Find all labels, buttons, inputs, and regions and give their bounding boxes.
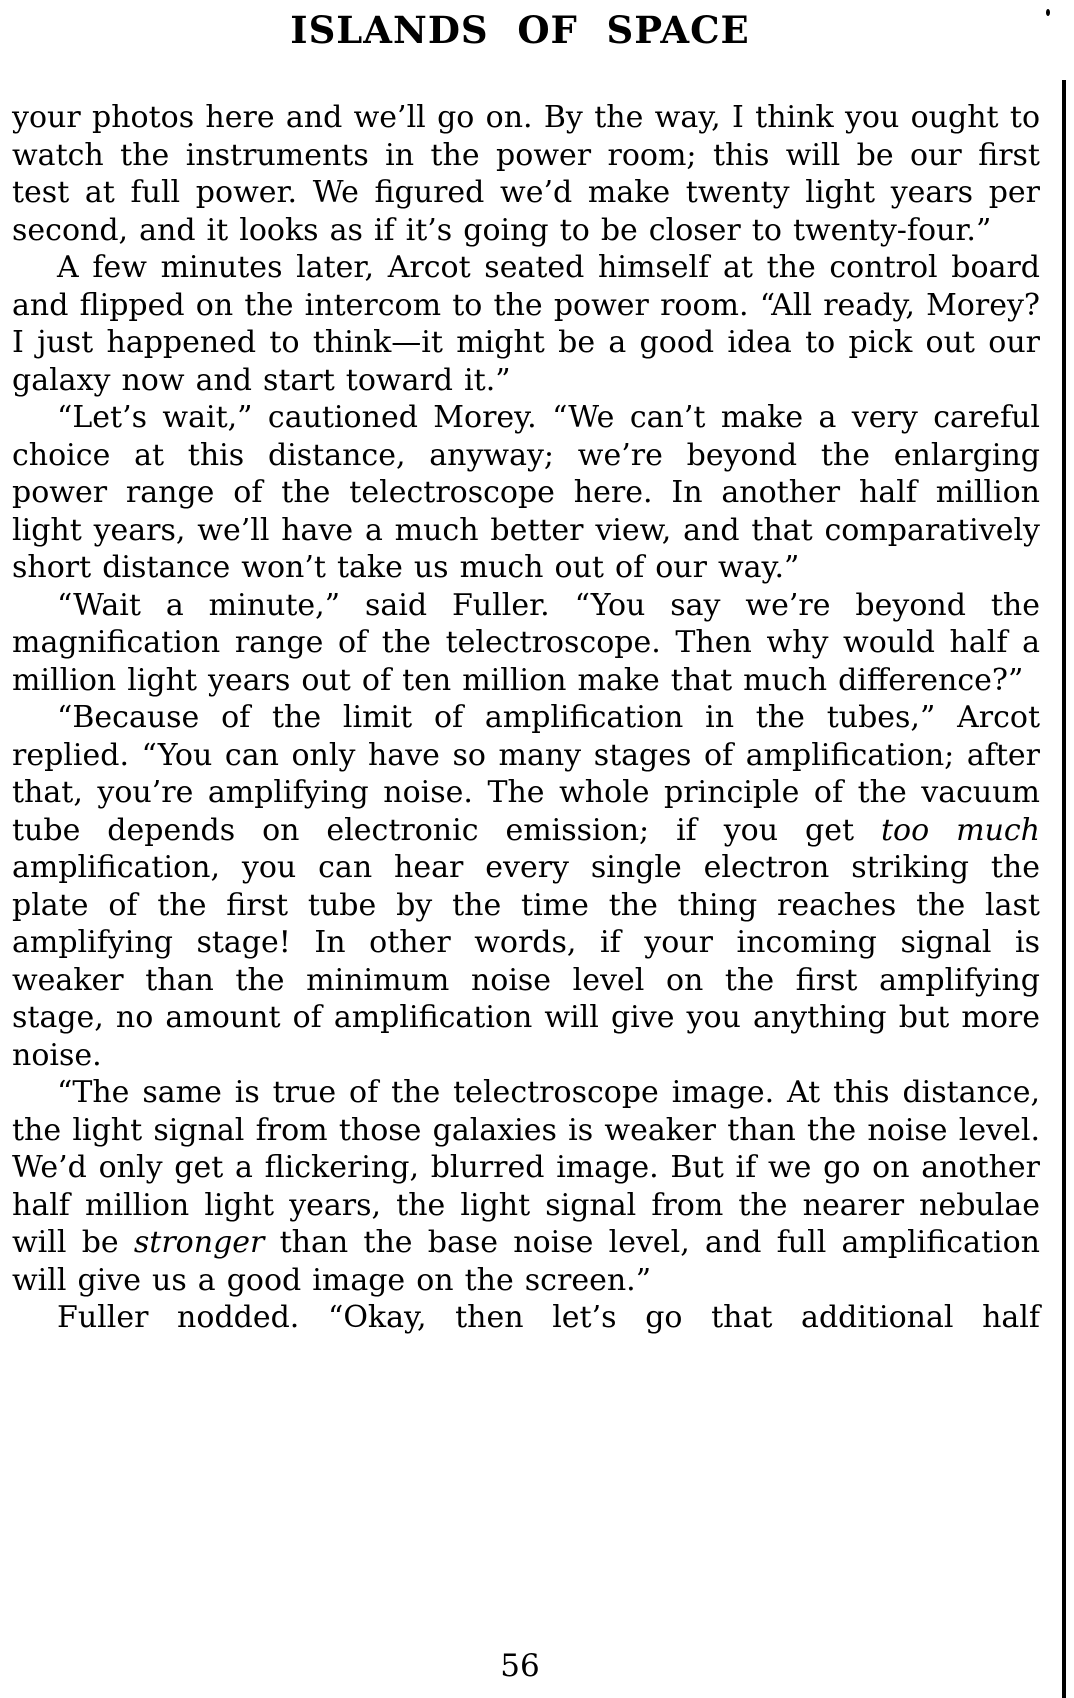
page-header-title: ISLANDS OF SPACE	[290, 8, 750, 52]
paragraph-1	[12, 99, 1040, 249]
paragraph-3	[12, 399, 1040, 587]
paragraph-text: Fuller nodded. “Okay, then let’s go that additional half	[57, 1300, 1040, 1335]
paragraph-5	[12, 699, 1040, 1074]
page-number: 56	[500, 1648, 540, 1684]
paragraph-text: amplification, you can hear every single electron striking the plate of the first tube by the time the thing reaches the last amplifying stage! In other words, if your incoming signal is weaker than the minimum noise level on the first amplifying stage, no amount of amplification will give you anything but more noise.	[12, 850, 1040, 1073]
paragraph-text: “Because of the limit of amplification in the tubes,” Arcot replied. “You can only have so many stages of amplification; after that, you’re amplifying noise. The whole principle of the vacuum tube depends on electronic emission; if you get	[12, 700, 1040, 848]
paragraph-text: A few minutes later, Arcot seated himself at the control board and flipped on the intercom to the power room. “All ready, Morey? I just happened to think—it might be a good idea to pick out our galaxy now and start toward it.”	[12, 250, 1040, 398]
paragraph-4	[12, 587, 1040, 700]
page-body	[12, 99, 1040, 1337]
paragraph-6	[12, 1074, 1040, 1299]
paragraph-emphasis-text: too much	[880, 812, 1041, 848]
paragraph-text: “Wait a minute,” said Fuller. “You say we’re beyond the magnification range of the telectroscope. Then why would half a million light years out of ten million make that much difference?”	[12, 587, 1040, 698]
paragraph-2	[12, 249, 1040, 399]
paragraph-text: “Let’s wait,” cautioned Morey. “We can’t make a very careful choice at this distance, anyway; we’re beyond the enlarging power range of the telectroscope here. In another half million light years, we’ll have a much better view, and that comparatively short distance won’t take us much out of our way.”	[12, 400, 1040, 585]
paragraph-text: than the base noise level, and full amplification will give us a good image on the screen.”	[12, 1225, 1040, 1298]
paragraph-7	[12, 1299, 1040, 1337]
paragraph-emphasis-text: stronger	[133, 1225, 265, 1260]
scan-edge-line	[1062, 80, 1066, 1698]
scan-speck	[1046, 9, 1050, 16]
paragraph-text: “The same is true of the telectroscope image. At this distance, the light signal from those galaxies is weaker than the noise level. We’d only get a flickering, blurred image. But if we go on another half million light years, the light signal from the nearer nebulae will be	[12, 1075, 1040, 1260]
paragraph-text: your photos here and we’ll go on. By the way, I think you ought to watch the instruments in the power room; this will be our first test at full power. We figured we’d make twenty light years per second, and it looks as if it’s going to be closer to twenty-four.”	[12, 100, 1040, 248]
